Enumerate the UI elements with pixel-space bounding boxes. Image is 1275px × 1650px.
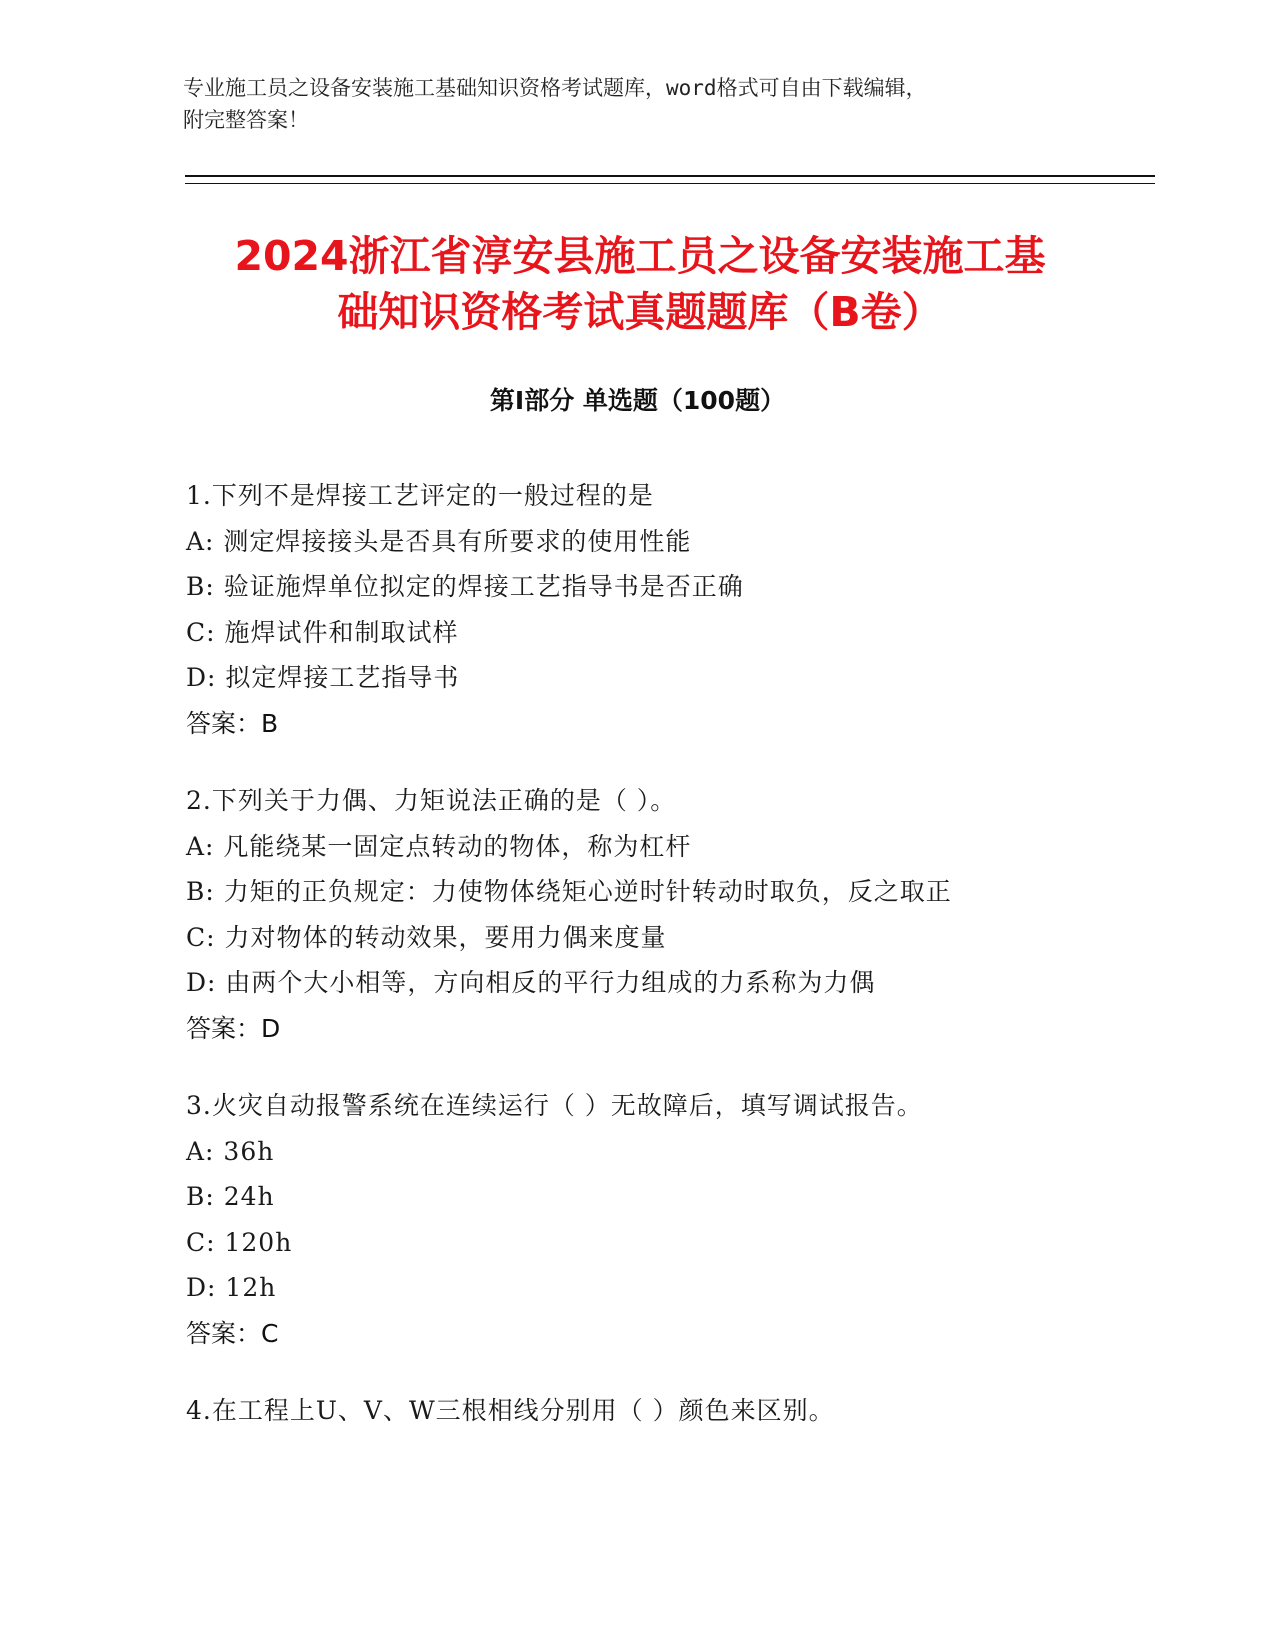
option-a: A: 测定焊接接头是否具有所要求的使用性能 xyxy=(186,526,692,556)
option-b: B: 力矩的正负规定：力使物体绕矩心逆时针转动时取负，反之取正 xyxy=(186,877,952,906)
answer-line: 答案：B xyxy=(186,708,279,738)
option-d: D: 12h xyxy=(186,1273,277,1302)
question-list xyxy=(186,473,1126,1466)
section-heading: 第Ⅰ部分 单选题（100题） xyxy=(489,386,786,415)
answer-line: 答案：C xyxy=(186,1318,279,1348)
question-stem: 2.下列关于力偶、力矩说法正确的是（ ）。 xyxy=(186,786,677,815)
header-note xyxy=(183,72,1083,136)
option-a: A: 凡能绕某一固定点转动的物体，称为杠杆 xyxy=(186,831,692,861)
option-c: C: 120h xyxy=(186,1227,293,1257)
question-2 xyxy=(186,778,1126,1051)
document-title-line-1: 2024浙江省淳安县施工员之设备安装施工基 xyxy=(234,232,1046,280)
answer-line: 答案：D xyxy=(186,1013,281,1043)
question-stem: 4.在工程上U、V、W三根相线分别用（ ）颜色来区别。 xyxy=(186,1396,835,1425)
question-1 xyxy=(186,473,1126,746)
option-d: D: 拟定焊接工艺指导书 xyxy=(186,663,460,692)
document-title xyxy=(140,228,1140,340)
option-b: B: 验证施焊单位拟定的焊接工艺指导书是否正确 xyxy=(186,572,744,601)
question-3 xyxy=(186,1083,1126,1356)
option-b: B: 24h xyxy=(186,1182,275,1211)
header-divider-thin xyxy=(185,183,1155,184)
option-c: C: 施焊试件和制取试样 xyxy=(186,617,459,647)
document-title-line-2: 础知识资格考试真题题库（B卷） xyxy=(337,288,943,336)
option-a: A: 36h xyxy=(186,1136,275,1166)
question-stem: 1.下列不是焊接工艺评定的一般过程的是 xyxy=(186,481,654,510)
header-divider-thick xyxy=(185,175,1155,177)
question-stem: 3.火灾自动报警系统在连续运行（ ）无故障后，填写调试报告。 xyxy=(186,1091,923,1120)
option-c: C: 力对物体的转动效果，要用力偶来度量 xyxy=(186,922,667,952)
header-note-line-1: 专业施工员之设备安装施工基础知识资格考试题库，word格式可自由下载编辑， xyxy=(183,76,927,100)
option-d: D: 由两个大小相等，方向相反的平行力组成的力系称为力偶 xyxy=(186,968,876,997)
question-4 xyxy=(186,1388,1126,1434)
header-note-line-2: 附完整答案！ xyxy=(183,108,309,132)
